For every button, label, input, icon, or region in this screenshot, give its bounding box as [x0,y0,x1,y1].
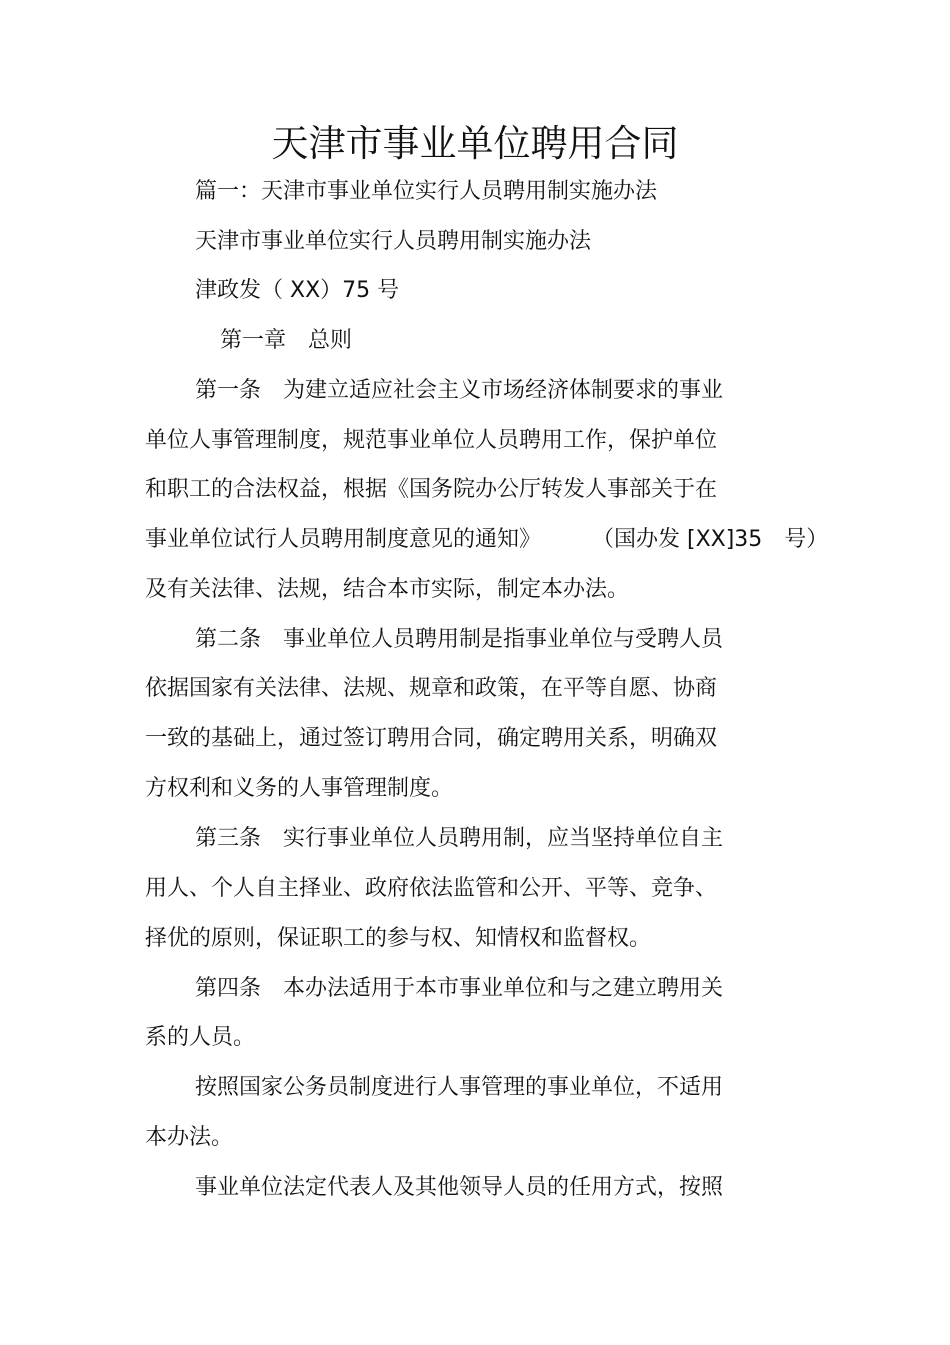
text-line: 本办法。 [145,1125,234,1150]
text-line: 用人、个人自主择业、政府依法监管和公开、平等、竞争、 [145,876,718,901]
text-line: 天津市事业单位实行人员聘用制实施办法 [195,229,592,254]
text-line: 第三条 实行事业单位人员聘用制，应当坚持单位自主 [195,826,724,851]
text-line: 依据国家有关法律、法规、规章和政策，在平等自愿、协商 [145,676,718,701]
text-line-reference: （国办发 [XX]35 号） [592,527,829,552]
chapter-heading: 第一章 总则 [220,328,353,353]
text-line: 第一条 为建立适应社会主义市场经济体制要求的事业 [195,378,724,403]
text-line: 事业单位法定代表人及其他领导人员的任用方式，按照 [195,1175,724,1200]
text-line: 第四条 本办法适用于本市事业单位和与之建立聘用关 [195,976,724,1001]
text-line: 津政发（ XX）75 号 [195,278,400,303]
text-line: 一致的基础上，通过签订聘用合同，确定聘用关系，明确双 [145,726,718,751]
text-line: 事业单位试行人员聘用制度意见的通知》 [145,527,542,552]
text-line: 方权利和义务的人事管理制度。 [145,776,454,801]
subtitle-line: 篇一：天津市事业单位实行人员聘用制实施办法 [195,179,658,204]
document-title: 天津市事业单位聘用合同 [271,122,679,165]
text-line: 和职工的合法权益，根据《国务院办公厅转发人事部关于在 [145,477,718,502]
text-line: 单位人事管理制度，规范事业单位人员聘用工作，保护单位 [145,428,718,453]
text-line: 择优的原则，保证职工的参与权、知情权和监督权。 [145,926,652,951]
text-line: 第二条 事业单位人员聘用制是指事业单位与受聘人员 [195,627,724,652]
text-line: 系的人员。 [145,1025,256,1050]
text-line: 及有关法律、法规，结合本市实际，制定本办法。 [145,577,630,602]
text-line: 按照国家公务员制度进行人事管理的事业单位，不适用 [195,1075,724,1100]
